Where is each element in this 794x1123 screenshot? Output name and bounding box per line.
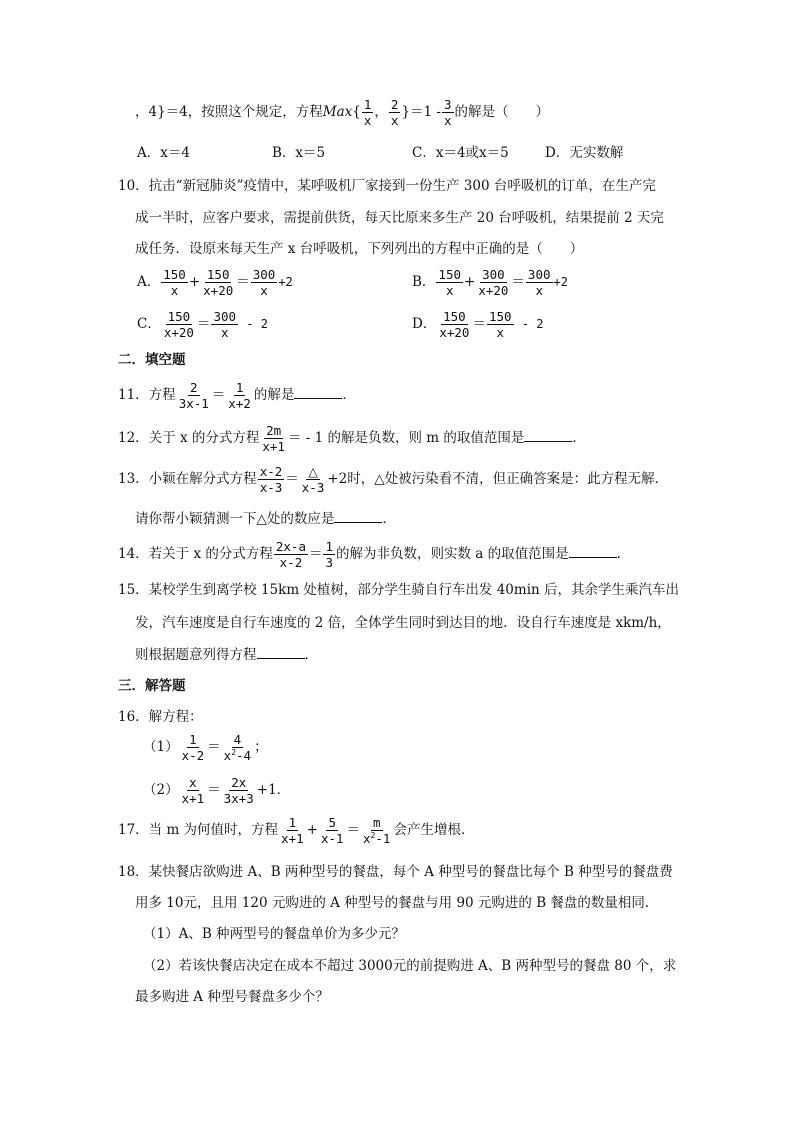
q15-line2: 发，汽车速度是自行车速度的 2 倍，全体学生同时到达目的地．设自行车速度是 xkm/h， xyxy=(135,615,671,631)
q16-part1: （1） $\frac{1}{x-2}$ ＝ $\frac{4}{x^2-4}$ ； xyxy=(143,732,268,764)
section-fill-in-blank: 二．填空题 xyxy=(118,352,186,368)
q18-line3: （1）A、B 种两型号的餐盘单价为多少元？ xyxy=(143,926,406,942)
q9-option-c: C．x＝4或x＝5 xyxy=(412,145,509,161)
q10-option-d: D． $\frac{150}{x+20}$ ＝ $\frac{150}{x}$ - 2 xyxy=(412,309,544,341)
answer-blank xyxy=(294,388,342,399)
q15-line1: 15．某校学生到离学校 15km 处植树，部分学生骑自行车出发 40min 后，其余学生乘汽车出 xyxy=(118,582,679,598)
q13: 13．小颖在解分式方程 $\frac{x-2}{x-3}$ ＝ $\frac{\triangle}{x-3}$ +2时，△处被污染看不清，但正确答案是：此方程无解． xyxy=(118,464,669,496)
q16-title: 16．解方程： xyxy=(118,709,203,725)
q18-line1: 18．某快餐店欲购进 A、B 两种型号的餐盘，每个 A 种型号的餐盘比每个 B 种型号的餐盘费 xyxy=(118,864,673,880)
q18-line2: 用多 10元，且用 120 元购进的 A 种型号的餐盘与用 90 元购进的 B 餐盘的数量相同． xyxy=(135,895,659,911)
q18-line4: （2）若该快餐店决定在成本不超过 3000元的前提购进 A、B 两种型号的餐盘 80 个，求 xyxy=(143,958,677,974)
q13-line2: 请你帮小颖猜测一下△处的数应是 ． xyxy=(135,511,396,527)
q18-line5: 最多购进 A 种型号餐盘多少个？ xyxy=(135,989,329,1005)
answer-blank xyxy=(569,547,617,558)
fraction: $\frac{1}{x}$ xyxy=(363,97,372,129)
q10-option-a: A． $\frac{150}{x}$ + $\frac{150}{x+20}$ ＝ $\frac{300}{x}$ +2 xyxy=(137,267,293,299)
q9-option-b: B．x＝5 xyxy=(272,145,326,161)
q17: 17．当 m 为何值时，方程 $\frac{1}{x+1}$ + $\frac{5}{x-1}$ ＝ $\frac{m}{x^2-1}$ 会产生增根． xyxy=(118,815,475,847)
q10-line2: 成一半时，应客户要求，需提前供货，每天比原来多生产 20 台呼吸机，结果提前 2 天完 xyxy=(135,210,664,226)
q9-stem: ，4}＝4，按照这个规定，方程Max{ $\frac{1}{x}$ ， $\frac{2}{x}$ }＝1 - $\frac{3}{x}$ 的解是（ ） xyxy=(135,97,549,129)
fraction: $\frac{2}{x}$ xyxy=(390,97,399,129)
section-solve: 三．解答题 xyxy=(118,678,186,694)
answer-blank xyxy=(334,512,382,523)
q10-line3: 成任务．设原来每天生产 x 台呼吸机，下列列出的方程中正确的是（ ） xyxy=(135,241,584,257)
q11: 11．方程 $\frac{2}{3x-1}$ ＝ $\frac{1}{x+2}$ 的解是 ． xyxy=(118,380,356,412)
q15-line3: 则根据题意列得方程 ． xyxy=(135,647,318,663)
answer-blank xyxy=(257,648,305,659)
q10-line1: 10．抗击“新冠肺炎”疫情中，某呼吸机厂家接到一份生产 300 台呼吸机的订单，在生产完 xyxy=(118,178,656,194)
q14: 14．若关于 x 的分式方程 $\frac{2x-a}{x-2}$ ＝ $\frac{1}{3}$ 的解为非负数，则实数 a 的取值范围是 ． xyxy=(118,539,631,571)
answer-blank xyxy=(524,431,572,442)
q9-option-a: A．x＝4 xyxy=(137,145,190,161)
q16-part2: （2） $\frac{x}{x+1}$ ＝ $\frac{2x}{3x+3}$ +1． xyxy=(143,775,291,807)
q9-option-d: D．无实数解 xyxy=(545,145,624,161)
q10-option-b: B． $\frac{150}{x}$ + $\frac{300}{x+20}$ ＝ $\frac{300}{x}$ +2 xyxy=(412,267,568,299)
fraction: $\frac{3}{x}$ xyxy=(443,97,452,129)
q10-option-c: C． $\frac{150}{x+20}$ ＝ $\frac{300}{x}$ - 2 xyxy=(137,309,268,341)
q12: 12．关于 x 的分式方程 $\frac{2m}{x+1}$ ＝ - 1 的解是负数，则 m 的取值范围是 ． xyxy=(118,423,586,455)
